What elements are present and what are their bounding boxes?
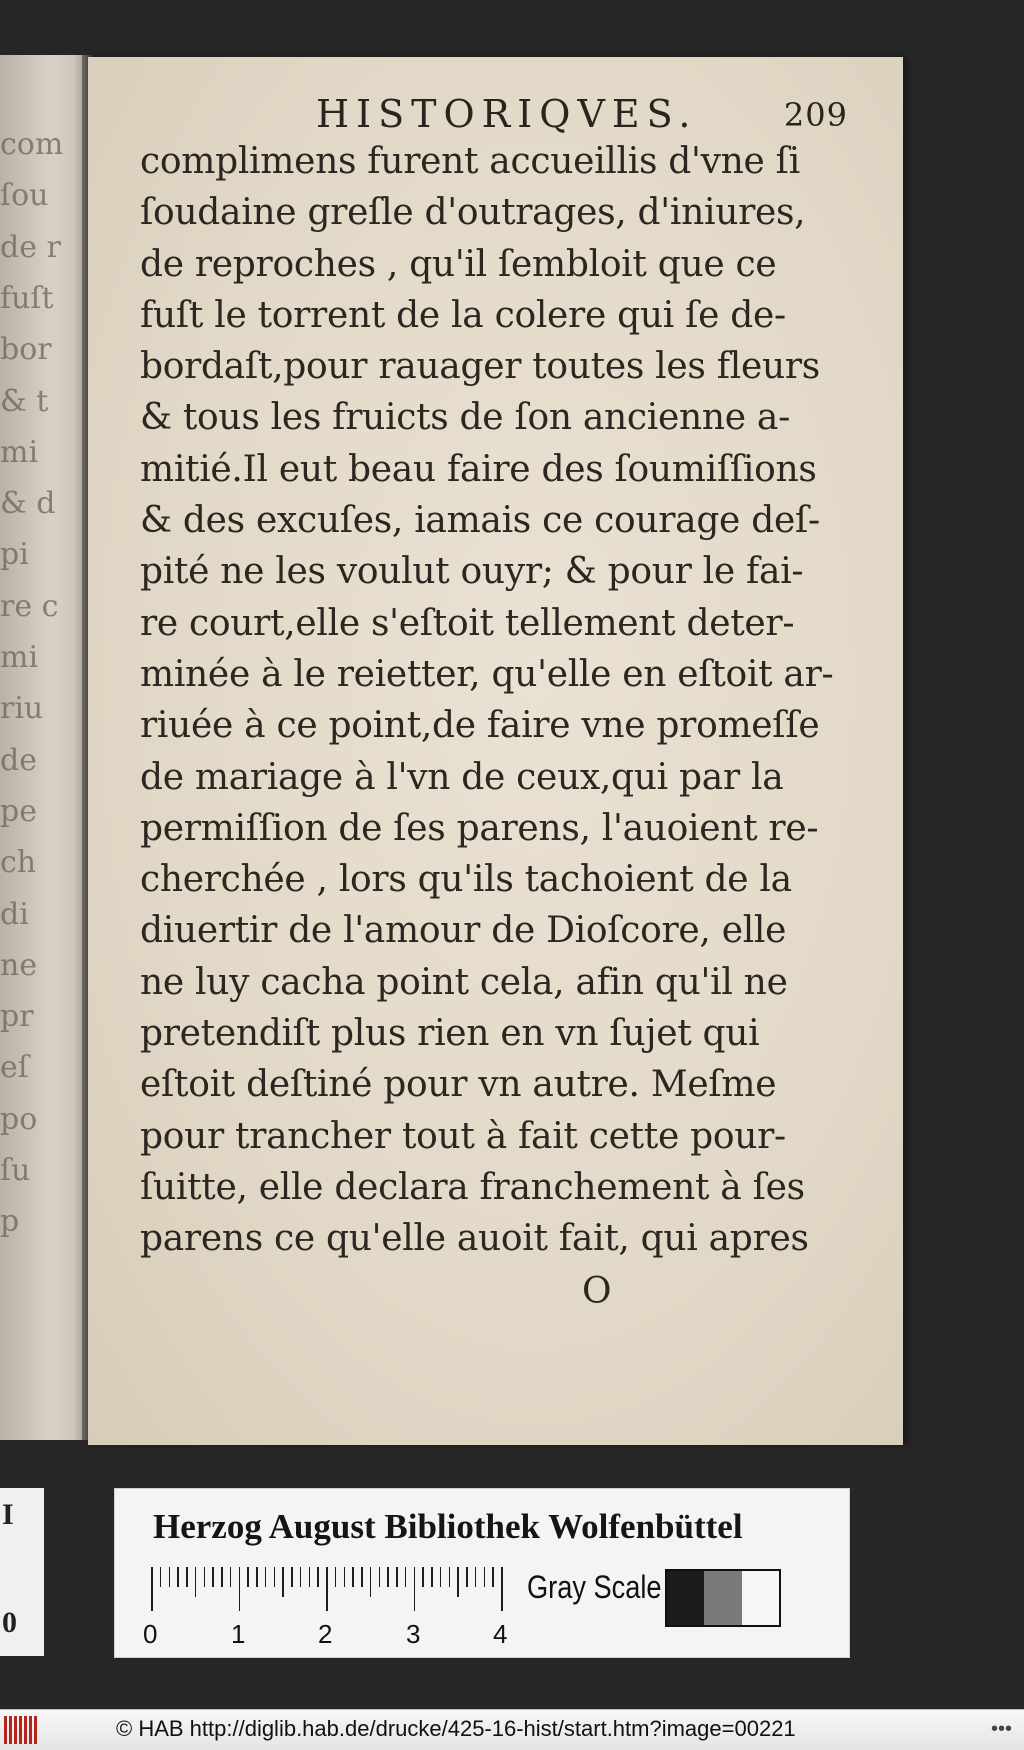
ruler-tick	[239, 1567, 241, 1611]
ruler-tick	[309, 1567, 311, 1587]
left-page-fragment: ch	[0, 845, 37, 881]
folio-number: 209	[783, 96, 848, 134]
left-page-edge	[0, 55, 92, 1440]
left-page-fragment: pi	[0, 537, 29, 573]
left-page-fragment: com	[0, 127, 64, 162]
text-line: de mariage à l'vn de ceux,qui par la	[140, 756, 784, 798]
left-page-fragment: de r	[0, 229, 61, 265]
text-line: eſtoit deſtiné pour vn autre. Meſme	[140, 1064, 777, 1106]
left-page-fragment: ſu	[0, 1153, 31, 1188]
ruler-tick	[160, 1567, 162, 1587]
ruler-number: 4	[493, 1619, 508, 1649]
text-line: de reproches , qu'il ſembloit que ce	[140, 243, 777, 285]
ruler-tick	[221, 1567, 223, 1587]
text-line: permiſſion de ſes parens, l'auoient re-	[140, 807, 819, 849]
text-line: & tous les fruicts de ſon ancienne a-	[140, 397, 790, 439]
centimeter-ruler	[151, 1567, 511, 1611]
left-page-fragment: de	[0, 742, 37, 778]
text-line: mitié.Il eut beau faire des ſoumiſſions	[140, 448, 817, 490]
gray-scale-label: Gray Scale	[527, 1569, 662, 1605]
partial-target-char: I	[2, 1498, 14, 1531]
ruler-tick	[256, 1567, 258, 1587]
ruler-tick	[300, 1567, 302, 1587]
text-block	[140, 141, 834, 1270]
hab-logo-icon[interactable]	[4, 1716, 44, 1744]
ruler-tick	[186, 1567, 188, 1587]
partial-target-char: 0	[2, 1606, 17, 1639]
ruler-tick	[492, 1567, 494, 1587]
text-line: ne luy cacha point cela, afin qu'il ne	[140, 961, 788, 1003]
ruler-tick	[247, 1567, 249, 1587]
ruler-tick	[204, 1567, 206, 1587]
left-page-fragment: di	[0, 896, 29, 932]
text-line: riuée à ce point,de faire vne promeſſe	[140, 705, 820, 747]
text-line: parens ce qu'elle auoit fait, qui apres	[140, 1218, 809, 1260]
partial-scale-target	[0, 1488, 44, 1656]
left-page-fragment: mi	[0, 434, 39, 470]
ruler-tick	[344, 1567, 346, 1587]
running-head-title: HISTORIQVES.	[316, 92, 698, 136]
ruler-number: 0	[143, 1619, 158, 1649]
left-page-fragment: eſ	[0, 1050, 29, 1086]
left-page-fragment: re c	[0, 588, 59, 624]
text-line: pour trancher tout à fait cette pour-	[140, 1115, 786, 1157]
text-line: pité ne les voulut ouyr; & pour le fai-	[140, 551, 804, 593]
text-line: ſuitte, elle declara franchement à ſes	[140, 1166, 805, 1208]
ruler-tick	[282, 1567, 284, 1597]
ruler-tick	[457, 1567, 459, 1597]
ruler-tick	[352, 1567, 354, 1587]
gray-scale-target	[114, 1488, 850, 1658]
swatch-white	[742, 1571, 779, 1625]
footer-bar	[0, 1709, 1024, 1750]
ruler-tick	[484, 1567, 486, 1587]
ruler-tick	[475, 1567, 477, 1587]
left-page-fragment: pr	[0, 999, 34, 1035]
ruler-tick	[169, 1567, 171, 1587]
ruler-number: 3	[406, 1619, 421, 1649]
ruler-tick	[151, 1567, 153, 1611]
ruler-number: 1	[231, 1619, 246, 1649]
ruler-tick	[291, 1567, 293, 1587]
text-line: minée à le reietter, qu'elle en eſtoit ar-	[140, 653, 834, 695]
ruler-tick	[212, 1567, 214, 1587]
text-line: bordaſt,pour rauager toutes les fleurs	[140, 346, 820, 388]
ruler-tick	[317, 1567, 319, 1587]
ruler-tick	[414, 1567, 416, 1611]
left-page-fragment: & t	[0, 383, 49, 419]
swatch-black	[667, 1571, 704, 1625]
text-line: re court,elle s'eſtoit tellement deter-	[140, 602, 795, 644]
ruler-tick	[422, 1567, 424, 1587]
ruler-tick	[387, 1567, 389, 1587]
ruler-tick	[335, 1567, 337, 1587]
ruler-tick	[466, 1567, 468, 1587]
ruler-number: 2	[318, 1619, 333, 1649]
recto-page	[88, 57, 903, 1445]
ruler-tick	[440, 1567, 442, 1587]
institution-name: Herzog August Bibliothek Wolfenbüttel	[153, 1507, 743, 1546]
ruler-tick	[405, 1567, 407, 1587]
ruler-tick	[396, 1567, 398, 1587]
ruler-tick	[326, 1567, 328, 1611]
footer-permalink[interactable]: © HAB http://diglib.hab.de/drucke/425-16-hist/start.htm?image=00221	[116, 1716, 796, 1741]
left-page-fragment: ſou	[0, 178, 49, 214]
text-line: cherchée , lors qu'ils tachoient de la	[140, 859, 792, 901]
ruler-tick	[501, 1567, 503, 1611]
ruler-tick	[379, 1567, 381, 1587]
left-page-fragment: fuſt	[0, 280, 54, 316]
ruler-tick	[195, 1567, 197, 1597]
text-line: & des excuſes, iamais ce courage deſ-	[140, 500, 820, 542]
swatch-gray	[704, 1571, 741, 1625]
left-page-fragment: pe	[0, 793, 37, 829]
ruler-tick	[449, 1567, 451, 1587]
ruler-tick	[274, 1567, 276, 1587]
left-page-fragment: bor	[0, 332, 52, 368]
left-page-fragment: & d	[0, 486, 56, 522]
text-line: ſoudaine greſle d'outrages, d'iniures,	[140, 192, 806, 234]
ruler-tick	[361, 1567, 363, 1587]
text-line: pretendiſt plus rien en vn ſujet qui	[140, 1013, 760, 1055]
more-menu-icon[interactable]: •••	[990, 1718, 1012, 1740]
ruler-tick	[230, 1567, 232, 1587]
running-head	[228, 92, 848, 142]
signature-mark: O	[582, 1271, 612, 1312]
left-page-fragment: p	[0, 1204, 20, 1240]
ruler-tick	[431, 1567, 433, 1587]
left-page-fragment: mi	[0, 640, 39, 675]
ruler-tick	[370, 1567, 372, 1597]
text-line: diuertir de l'amour de Dioſcore, elle	[140, 910, 787, 952]
ruler-tick	[265, 1567, 267, 1587]
gray-swatches	[665, 1569, 781, 1627]
left-page-fragment: po	[0, 1101, 38, 1137]
left-page-fragment: riu	[0, 691, 44, 727]
text-line: fuſt le torrent de la colere qui ſe de-	[140, 294, 786, 336]
ruler-tick	[177, 1567, 179, 1587]
left-page-fragment: ne	[0, 947, 38, 983]
text-line: complimens furent accueillis d'vne ſi	[140, 141, 800, 182]
